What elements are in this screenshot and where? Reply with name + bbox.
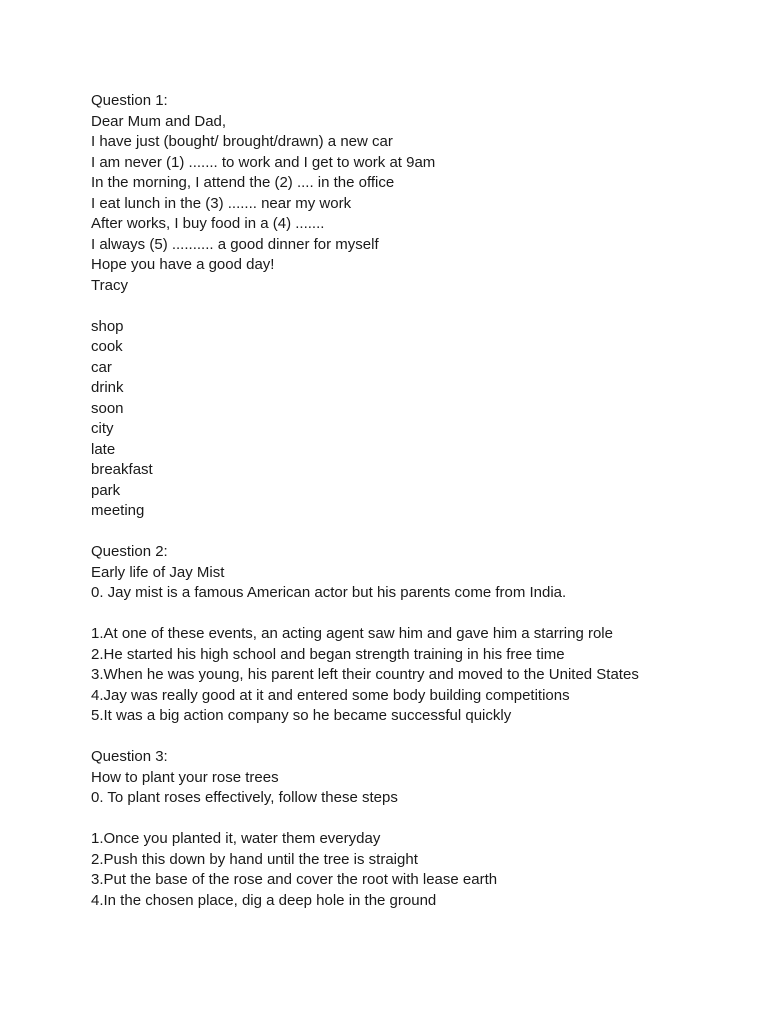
question-3-item: 3.Put the base of the rose and cover the root with lease earth xyxy=(91,871,498,888)
question-2-item: 1.At one of these events, an acting agent saw him and gave him a starring role xyxy=(91,625,613,642)
word-bank-item: car xyxy=(91,358,112,376)
letter-line: I always (5) .......... a good dinner for myself xyxy=(91,235,379,253)
document-page xyxy=(91,91,731,911)
question-3-item: 4.In the chosen place, dig a deep hole in the ground xyxy=(91,891,437,909)
question-3-example: 0. To plant roses effectively, follow these steps xyxy=(91,789,398,806)
letter-greeting: Dear Mum and Dad, xyxy=(91,112,227,130)
word-bank-item: breakfast xyxy=(91,461,153,478)
question-2-item: 5.It was a big action company so he became successful quickly xyxy=(91,707,512,724)
word-bank-item: soon xyxy=(91,399,124,417)
question-2-heading: Question 2: xyxy=(91,543,168,560)
spacer xyxy=(91,522,731,543)
question-2-example: 0. Jay mist is a famous American actor but his parents come from India. xyxy=(91,584,567,601)
question-2-title: Early life of Jay Mist xyxy=(91,563,225,581)
letter-line: I eat lunch in the (3) ....... near my work xyxy=(91,194,352,212)
question-1-heading: Question 1: xyxy=(91,92,168,109)
question-2-item: 3.When he was young, his parent left their country and moved to the United States xyxy=(91,666,639,683)
spacer xyxy=(91,604,731,625)
question-3-item: 2.Push this down by hand until the tree is straight xyxy=(91,850,418,868)
letter-signature: Tracy xyxy=(91,276,128,294)
letter-line: I am never (1) ....... to work and I get to work at 9am xyxy=(91,153,436,171)
question-2-item: 2.He started his high school and began strength training in his free time xyxy=(91,645,565,663)
letter-line: I have just (bought/ brought/drawn) a new car xyxy=(91,133,393,150)
word-bank-item: shop xyxy=(91,317,124,335)
word-bank-item: meeting xyxy=(91,502,145,519)
question-3-item: 1.Once you planted it, water them everyday xyxy=(91,830,381,847)
spacer xyxy=(91,809,731,830)
spacer xyxy=(91,296,731,317)
word-bank-item: city xyxy=(91,420,114,437)
question-3-title: How to plant your rose trees xyxy=(91,768,279,786)
question-3-heading: Question 3: xyxy=(91,748,168,765)
letter-line: In the morning, I attend the (2) .... in the office xyxy=(91,174,395,191)
word-bank-item: park xyxy=(91,481,121,499)
word-bank-item: cook xyxy=(91,338,123,355)
word-bank-item: drink xyxy=(91,379,124,396)
spacer xyxy=(91,727,731,748)
letter-closing: Hope you have a good day! xyxy=(91,256,275,273)
question-2-item: 4.Jay was really good at it and entered some body building competitions xyxy=(91,686,570,704)
word-bank-item: late xyxy=(91,440,116,458)
letter-line: After works, I buy food in a (4) ....... xyxy=(91,215,325,232)
